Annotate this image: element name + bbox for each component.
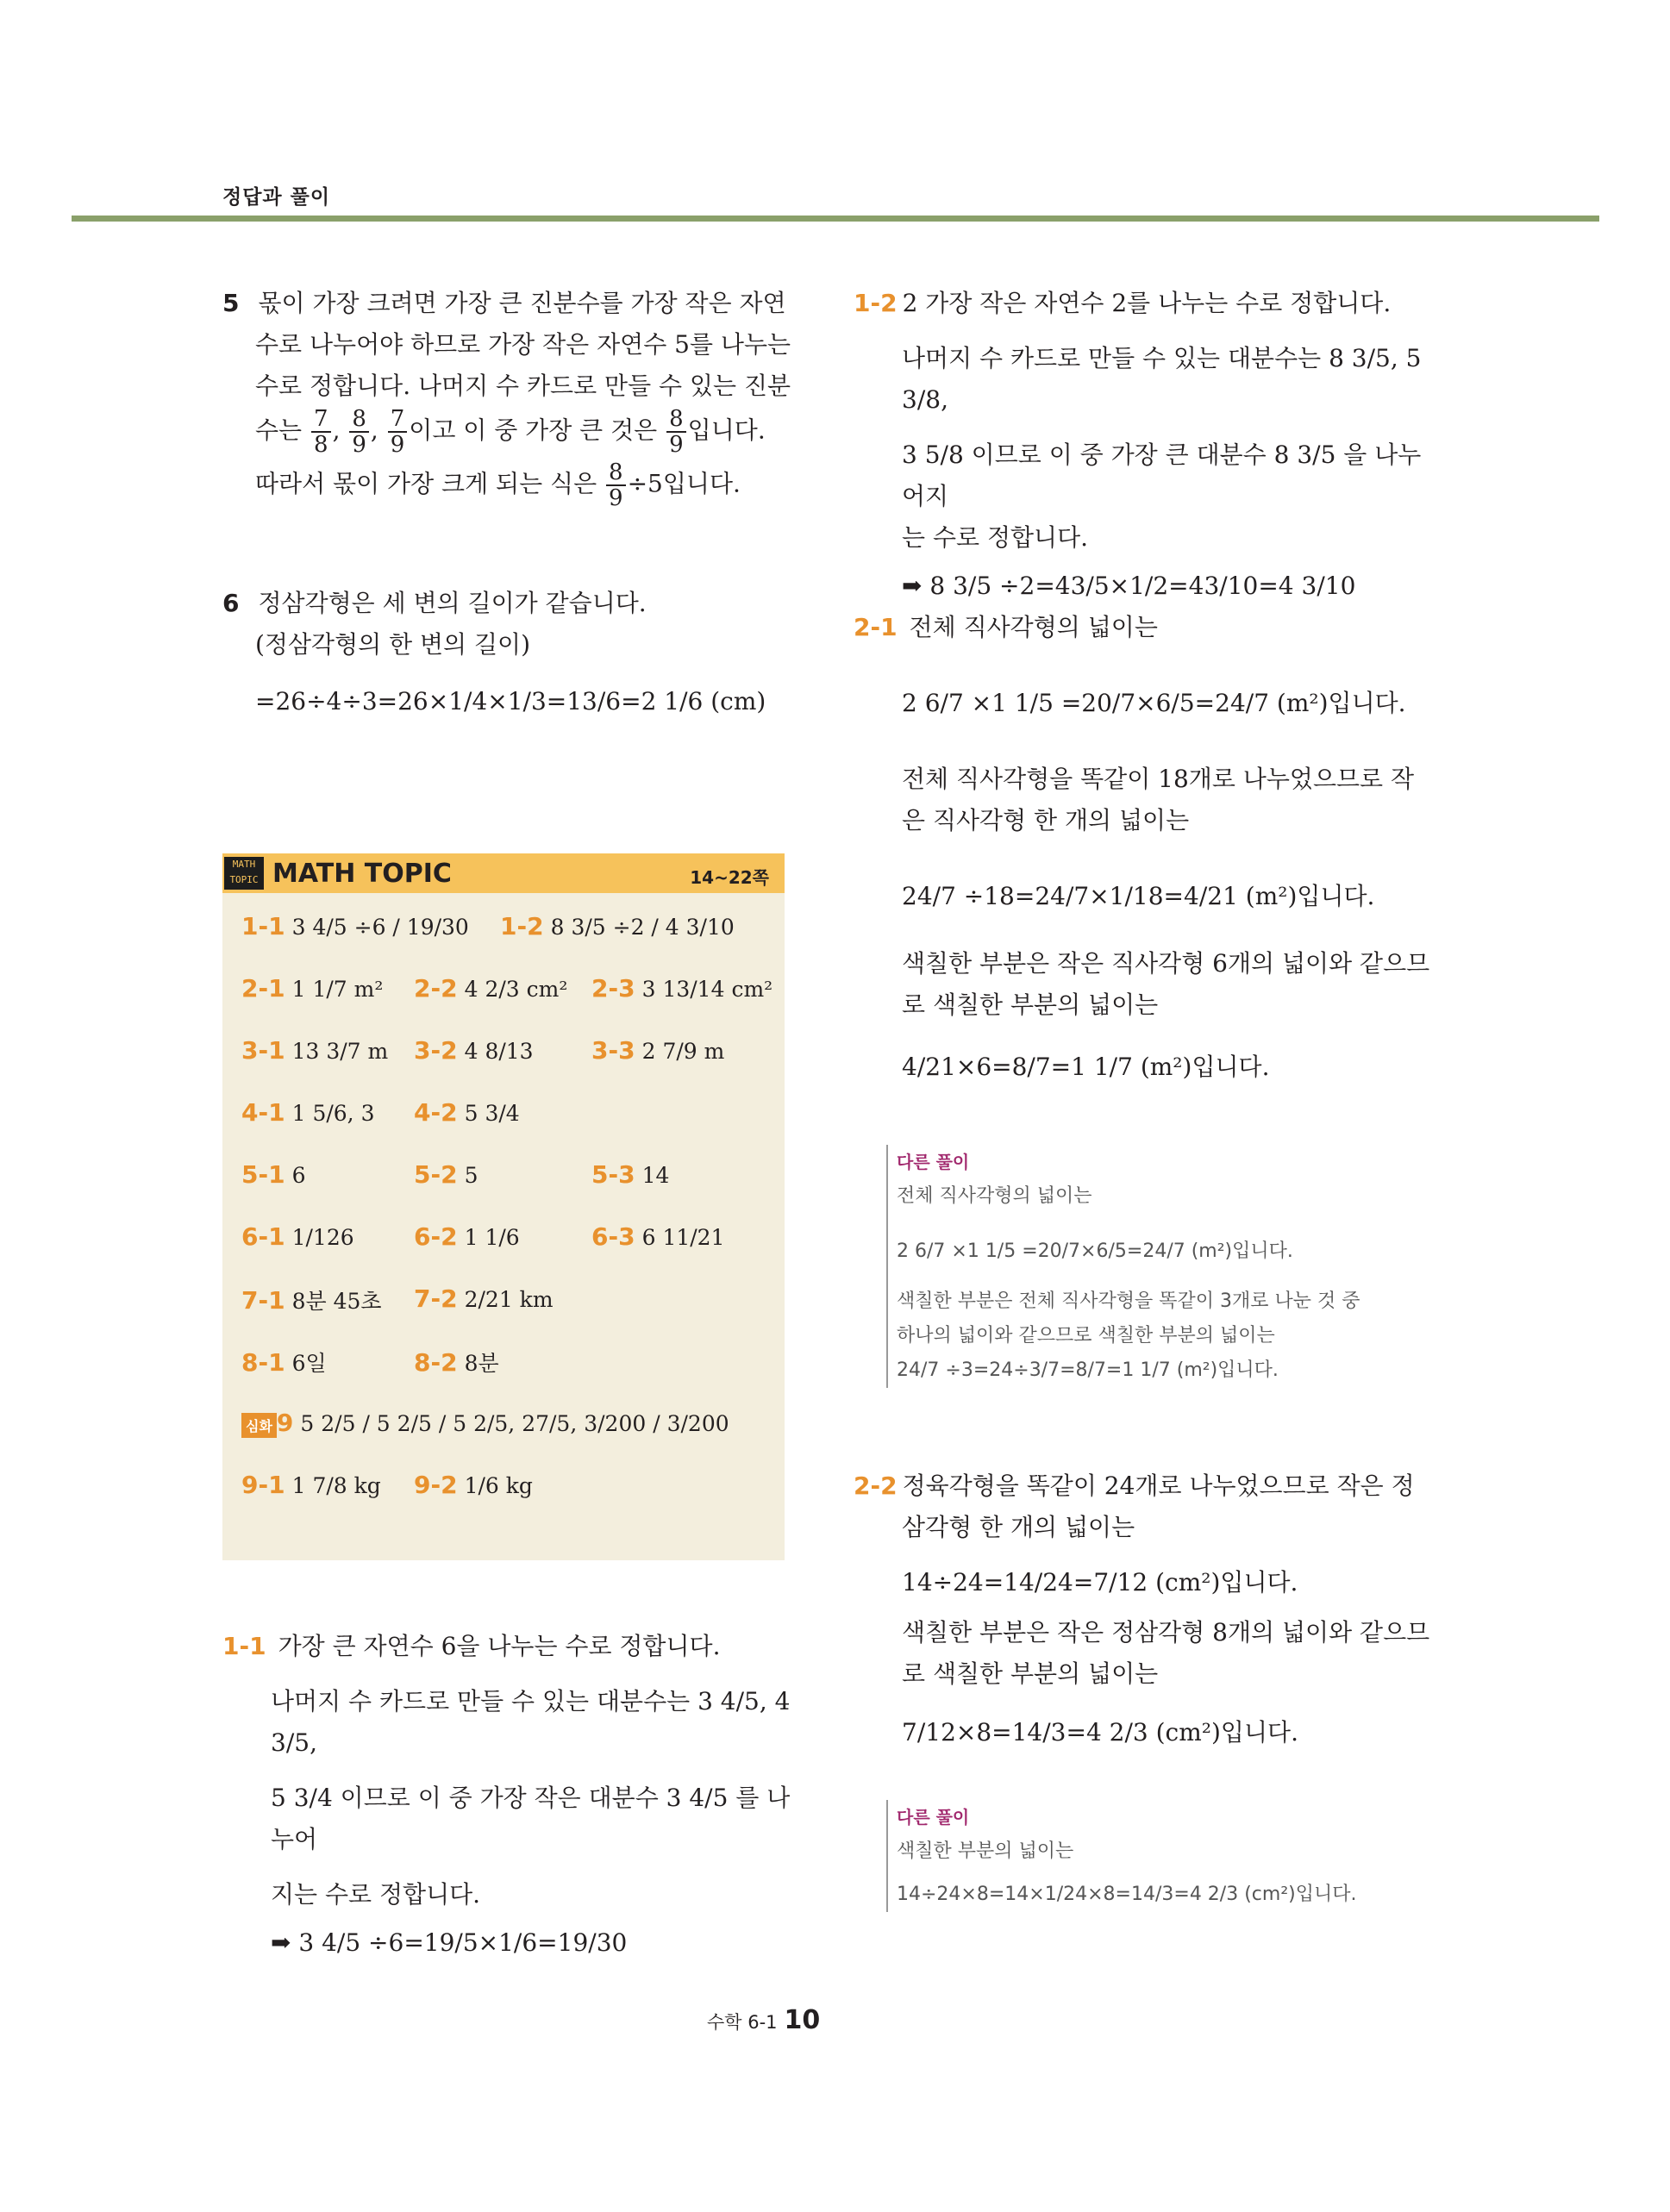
text-line: 따라서 몫이 가장 크게 되는 식은 [255, 469, 597, 498]
alt-solution-title: 다른 풀이 [897, 1152, 970, 1172]
text-line: 몫이 가장 크려면 가장 큰 진분수를 가장 작은 자연 [258, 289, 786, 317]
solution-number: 1-2 [854, 289, 898, 317]
footer-label: 수학 6-1 [707, 2012, 778, 2033]
page-number: 10 [784, 2005, 821, 2035]
text-line: 삼각형 한 개의 넓이는 [902, 1513, 1135, 1541]
text-line: ÷5입니다. [627, 469, 741, 498]
text-line: 3 5/8 이므로 이 중 가장 큰 대분수 8 3/5 을 나누어지 [902, 441, 1422, 510]
text-line: 2 가장 작은 자연수 2를 나누는 수로 정합니다. [902, 289, 1392, 317]
text-line: 전체 직사각형의 넓이는 [909, 613, 1158, 641]
equation: 2 6/7 ×1 1/5 =20/7×6/5=24/7 (m²)입니다. [897, 1240, 1293, 1262]
equation: 24/7 ÷18=24/7×1/18=4/21 (m²)입니다. [902, 882, 1375, 910]
text-line: 나머지 수 카드로 만들 수 있는 대분수는 8 3/5, 5 3/8, [902, 344, 1422, 414]
equation: ➡ 3 4/5 ÷6=19/5×1/6=19/30 [271, 1928, 628, 1957]
answer-item: 6-1 1/126 [241, 1222, 354, 1251]
equation: 14÷24=14/24=7/12 (cm²)입니다. [902, 1568, 1298, 1597]
math-topic-header [222, 853, 785, 893]
text-line: 입니다. [687, 416, 766, 445]
text-line: 수로 정합니다. 나머지 수 카드로 만들 수 있는 진분 [255, 372, 791, 400]
text-line: 전체 직사각형의 넓이는 [897, 1185, 1092, 1207]
text-line: 하나의 넓이와 같으므로 색칠한 부분의 넓이는 [897, 1325, 1275, 1347]
answer-item: 2-3 3 13/14 cm² [591, 974, 773, 1003]
text-line: 로 색칠한 부분의 넓이는 [902, 990, 1159, 1019]
text-line: 색칠한 부분은 전체 직사각형을 똑같이 3개로 나눈 것 중 [897, 1290, 1360, 1312]
answer-item: 3-1 13 3/7 m [241, 1036, 389, 1065]
text-line: 지는 수로 정합니다. [271, 1880, 481, 1909]
fraction: $\frac{7}{8}$ [311, 407, 331, 457]
equation: 24/7 ÷3=24÷3/7=8/7=1 1/7 (m²)입니다. [897, 1359, 1279, 1381]
solution-2-1 [854, 607, 1440, 1088]
equation: 2 6/7 ×1 1/5 =20/7×6/5=24/7 (m²)입니다. [902, 689, 1406, 717]
text-line: 수는 [255, 416, 303, 445]
math-topic-title: MATH TOPIC [272, 859, 452, 889]
text-line: 5 3/4 이므로 이 중 가장 작은 대분수 3 4/5 를 나누어 [271, 1784, 791, 1853]
fraction: $\frac{8}{9}$ [349, 407, 369, 457]
equation: 14÷24×8=14×1/24×8=14/3=4 2/3 (cm²)입니다. [897, 1884, 1357, 1905]
equation: =26÷4÷3=26×1/4×1/3=13/6=2 1/6 (cm) [255, 687, 766, 715]
answer-item: 9-1 1 7/8 kg [241, 1471, 381, 1499]
answer-item: 5-3 14 [591, 1160, 670, 1189]
answer-item: 6-3 6 11/21 [591, 1222, 725, 1251]
answer-item: 4-2 5 3/4 [414, 1098, 520, 1127]
solution-1-1 [222, 1626, 791, 1964]
text-line: 정삼각형은 세 변의 길이가 같습니다. [258, 589, 647, 617]
answer-item: 5-2 5 [414, 1160, 478, 1189]
text-line: 색칠한 부분은 작은 직사각형 6개의 넓이와 같으므 [902, 949, 1430, 978]
answer-item: 3-3 2 7/9 m [591, 1036, 725, 1065]
text-line: (정삼각형의 한 변의 길이) [255, 630, 531, 659]
solution-number: 2-1 [854, 613, 898, 641]
text-line: 로 색칠한 부분의 넓이는 [902, 1659, 1159, 1688]
text-line: 나머지 수 카드로 만들 수 있는 대분수는 3 4/5, 4 3/5, [271, 1687, 791, 1757]
answer-item: 5-1 6 [241, 1160, 306, 1189]
fraction: $\frac{8}{9}$ [606, 460, 626, 510]
text-line: 색칠한 부분의 넓이는 [897, 1840, 1074, 1862]
solution-number: 2-2 [854, 1472, 898, 1500]
text-line: 수로 나누어야 하므로 가장 작은 자연수 5를 나누는 [255, 330, 791, 359]
solution-1-2 [854, 283, 1440, 607]
text-line: 은 직사각형 한 개의 넓이는 [902, 806, 1190, 834]
problem-number: 6 [222, 589, 240, 617]
solution-number: 1-1 [222, 1632, 266, 1660]
text-line: 는 수로 정합니다. [902, 523, 1089, 552]
header-title: 정답과 풀이 [222, 186, 331, 209]
equation: ➡ 8 3/5 ÷2=43/5×1/2=43/10=4 3/10 [902, 572, 1356, 600]
answer-item: 1-1 3 4/5 ÷6 / 19/30 [241, 912, 469, 940]
problem-6 [222, 583, 791, 722]
problem-number: 5 [222, 289, 240, 317]
fraction: $\frac{8}{9}$ [666, 407, 686, 457]
solution-2-2 [854, 1465, 1440, 1753]
text-line: 이고 이 중 가장 큰 것은 [409, 416, 658, 445]
answer-item: 8-1 6일 [241, 1348, 327, 1377]
fraction: $\frac{7}{9}$ [388, 407, 408, 457]
answer-item: 9-2 1/6 kg [414, 1471, 533, 1499]
math-topic-logo: MATH TOPIC [224, 857, 264, 890]
text-line: 색칠한 부분은 작은 정삼각형 8개의 넓이와 같으므 [902, 1618, 1430, 1647]
answer-item: 2-1 1 1/7 m² [241, 974, 384, 1003]
text-line: 가장 큰 자연수 6을 나누는 수로 정합니다. [278, 1632, 721, 1660]
answer-item: 3-2 4 8/13 [414, 1036, 534, 1065]
equation: 4/21×6=8/7=1 1/7 (m²)입니다. [902, 1053, 1270, 1081]
answer-item: 7-1 8분 45초 [241, 1286, 382, 1315]
answer-item: 6-2 1 1/6 [414, 1222, 520, 1251]
header-rule [72, 216, 1599, 222]
answer-item: 심화 9 5 2/5 / 5 2/5 / 5 2/5, 27/5, 3/200 / 3/200 [241, 1409, 729, 1438]
text-line: 정육각형을 똑같이 24개로 나누었으므로 작은 정 [902, 1472, 1415, 1500]
alt-solution-title: 다른 풀이 [897, 1807, 970, 1828]
answer-item: 7-2 2/21 km [414, 1284, 554, 1313]
alt-solution-2-1 [886, 1145, 1448, 1388]
answer-item: 1-2 8 3/5 ÷2 / 4 3/10 [500, 912, 735, 940]
page-footer [707, 2005, 820, 2035]
alt-solution-2-2 [886, 1800, 1448, 1912]
math-topic-box [222, 853, 785, 1560]
advanced-badge: 심화 [241, 1413, 277, 1438]
answer-item: 8-2 8분 [414, 1348, 499, 1377]
answer-item: 4-1 1 5/6, 3 [241, 1098, 375, 1127]
answer-item: 2-2 4 2/3 cm² [414, 974, 568, 1003]
text-line: 전체 직사각형을 똑같이 18개로 나누었으므로 작 [902, 765, 1415, 793]
math-topic-pages: 14~22쪽 [690, 867, 769, 888]
problem-5: 5 몫이 가장 크려면 가장 큰 진분수를 가장 작은 자연 수로 나누어야 하므로 가장 작은 자연수 5를 나누는 수로 정합니다. 나머지 수 카드로 만들 수 있는 진분 수는 $\frac{7}{8}$ , $\frac{8}{9}$ , $\frac{7}{9}$ 이고 이 중 가장 큰 것은 $\frac{8}{9}$ 입니다. 따라서 몫이 가장 크게 되는 식은 $\frac{8}{9}$ ÷5입니다. [222, 289, 791, 511]
equation: 7/12×8=14/3=4 2/3 (cm²)입니다. [902, 1718, 1298, 1746]
